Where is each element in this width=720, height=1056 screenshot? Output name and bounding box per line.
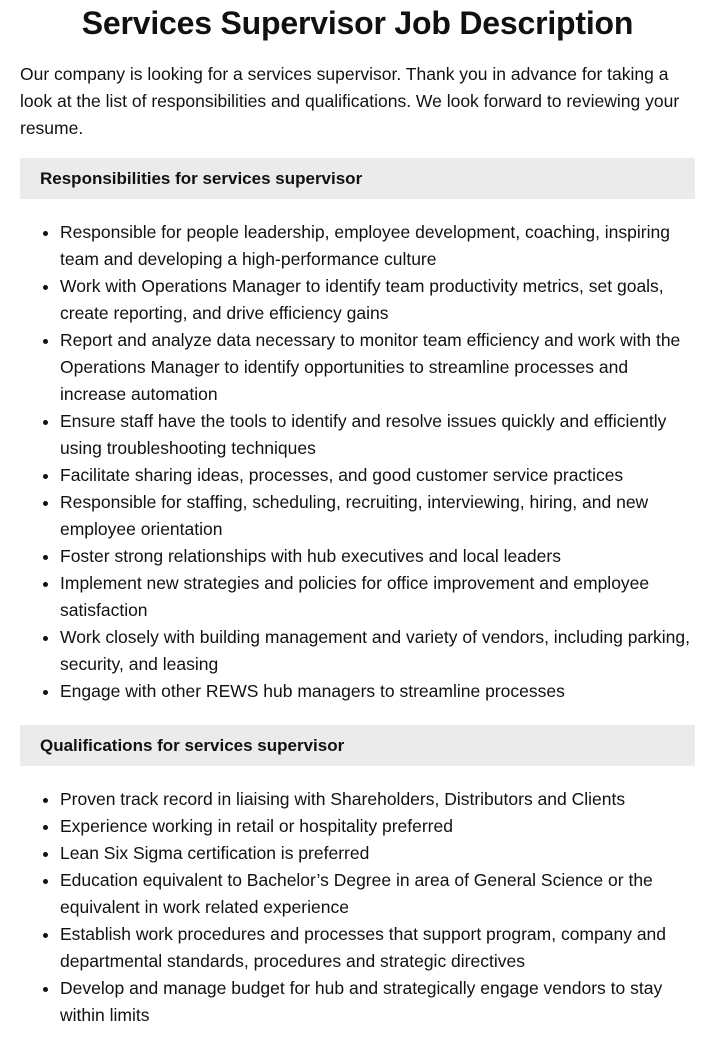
list-item: • Engage with other REWS hub managers to streamline processes [60,678,695,705]
list-item: • Foster strong relationships with hub executives and local leaders [60,543,695,570]
list-item: • Proven track record in liaising with Shareholders, Distributors and Clients [60,786,695,813]
list-item: • Lean Six Sigma certification is preferred [60,840,695,867]
list-item: • Education equivalent to Bachelor’s Degree in area of General Science or the equivalent in work related experience [60,867,695,921]
list-item: • Ensure staff have the tools to identify and resolve issues quickly and efficiently using troubleshooting techniques [60,408,695,462]
list-item: • Report and analyze data necessary to monitor team efficiency and work with the Operations Manager to identify opportunities to streamline processes and increase automation [60,327,695,408]
qualifications-list [20,786,695,1029]
list-item: • Establish work procedures and processes that support program, company and departmental standards, procedures and strategic directives [60,921,695,975]
intro-paragraph: Our company is looking for a services supervisor. Thank you in advance for taking a look at the list of responsibilities and qualifications. We look forward to reviewing your resume. [20,64,680,138]
responsibilities-list [20,219,695,705]
list-item: • Develop and manage budget for hub and strategically engage vendors to stay within limits [60,975,695,1029]
list-item: • Experience working in retail or hospitality preferred [60,813,695,840]
list-item: • Responsible for staffing, scheduling, recruiting, interviewing, hiring, and new employee orientation [60,489,695,543]
list-item: • Work closely with building management and variety of vendors, including parking, security, and leasing [60,624,695,678]
responsibilities-heading: Responsibilities for services supervisor [20,158,695,199]
qualifications-heading: Qualifications for services supervisor [20,725,695,766]
list-item: • Implement new strategies and policies for office improvement and employee satisfaction [60,570,695,624]
list-item: • Responsible for people leadership, employee development, coaching, inspiring team and developing a high-performance culture [60,219,695,273]
list-item: • Facilitate sharing ideas, processes, and good customer service practices [60,462,695,489]
page-title: Services Supervisor Job Description [81,5,634,41]
list-item: • Work with Operations Manager to identify team productivity metrics, set goals, create reporting, and drive efficiency gains [60,273,695,327]
